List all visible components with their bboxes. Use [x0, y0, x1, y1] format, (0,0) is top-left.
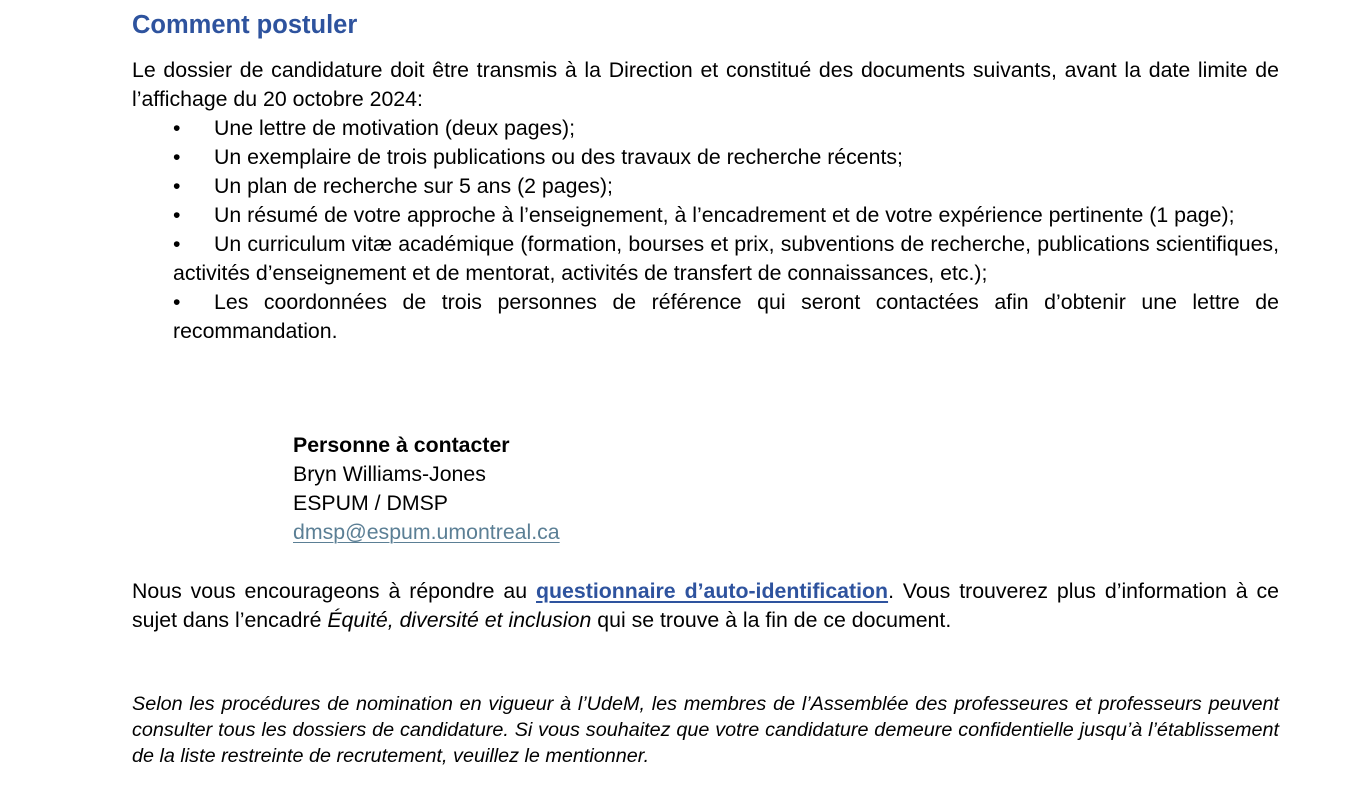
edi-emphasis: Équité, diversité et inclusion: [327, 608, 592, 632]
list-item-text: Un résumé de votre approche à l’enseignement, à l’encadrement et de votre expérience pertinente (1 page);: [214, 203, 1235, 227]
list-item-text: Les coordonnées de trois personnes de référence qui seront contactées afin d’obtenir une lettre de recommandation.: [173, 290, 1279, 343]
required-documents-list: [173, 114, 1279, 346]
list-item: [173, 288, 1279, 346]
bullet-icon: •: [173, 232, 181, 256]
bullet-icon: •: [173, 116, 181, 140]
list-item: [173, 172, 1279, 201]
bullet-icon: •: [173, 145, 181, 169]
confidentiality-note: Selon les procédures de nomination en vigueur à l’UdeM, les membres de l’Assemblée des professeures et professeurs peuvent consulter tous les dossiers de candidature. Si vous souhaitez que votre candidature demeure confidentielle jusqu’à l’établissement de la liste restreinte de recrutement, veuillez le mentionner.: [132, 693, 1279, 767]
list-item: [173, 230, 1279, 288]
bullet-icon: •: [173, 290, 181, 314]
list-item-text: Une lettre de motivation (deux pages);: [214, 116, 576, 140]
encourage-text-middle: . Vous trouverez plus d’information à ce sujet dans l’encadré: [132, 579, 1279, 632]
contact-title: Personne à contacter: [293, 433, 510, 457]
contact-block: [293, 431, 560, 547]
encourage-text-start: Nous vous encourageons à répondre au: [132, 579, 537, 603]
intro-paragraph: Le dossier de candidature doit être transmis à la Direction et constitué des documents suivants, avant la date limite de l’affichage du 20 octobre 2024:: [132, 58, 1279, 111]
encourage-text-end: qui se trouve à la fin de ce document.: [591, 608, 952, 632]
questionnaire-link[interactable]: questionnaire d’auto-identification: [536, 579, 889, 603]
list-item-text: Un curriculum vitæ académique (formation, bourses et prix, subventions de recherche, publications scientifiques, activités d’enseignement et de mentorat, activités de transfert de connaissances, etc.);: [173, 232, 1279, 285]
contact-name: Bryn Williams-Jones: [293, 462, 486, 486]
contact-unit: ESPUM / DMSP: [293, 491, 449, 515]
list-item-text: Un exemplaire de trois publications ou des travaux de recherche récents;: [214, 145, 903, 169]
section-title: Comment postuler: [132, 11, 358, 39]
self-identification-paragraph: [132, 577, 1279, 635]
contact-email-link[interactable]: dmsp@espum.umontreal.ca: [293, 520, 560, 544]
bullet-icon: •: [173, 174, 181, 198]
list-item: [173, 114, 1279, 143]
bullet-icon: •: [173, 203, 181, 227]
list-item: [173, 201, 1279, 230]
list-item: [173, 143, 1279, 172]
list-item-text: Un plan de recherche sur 5 ans (2 pages);: [214, 174, 613, 198]
